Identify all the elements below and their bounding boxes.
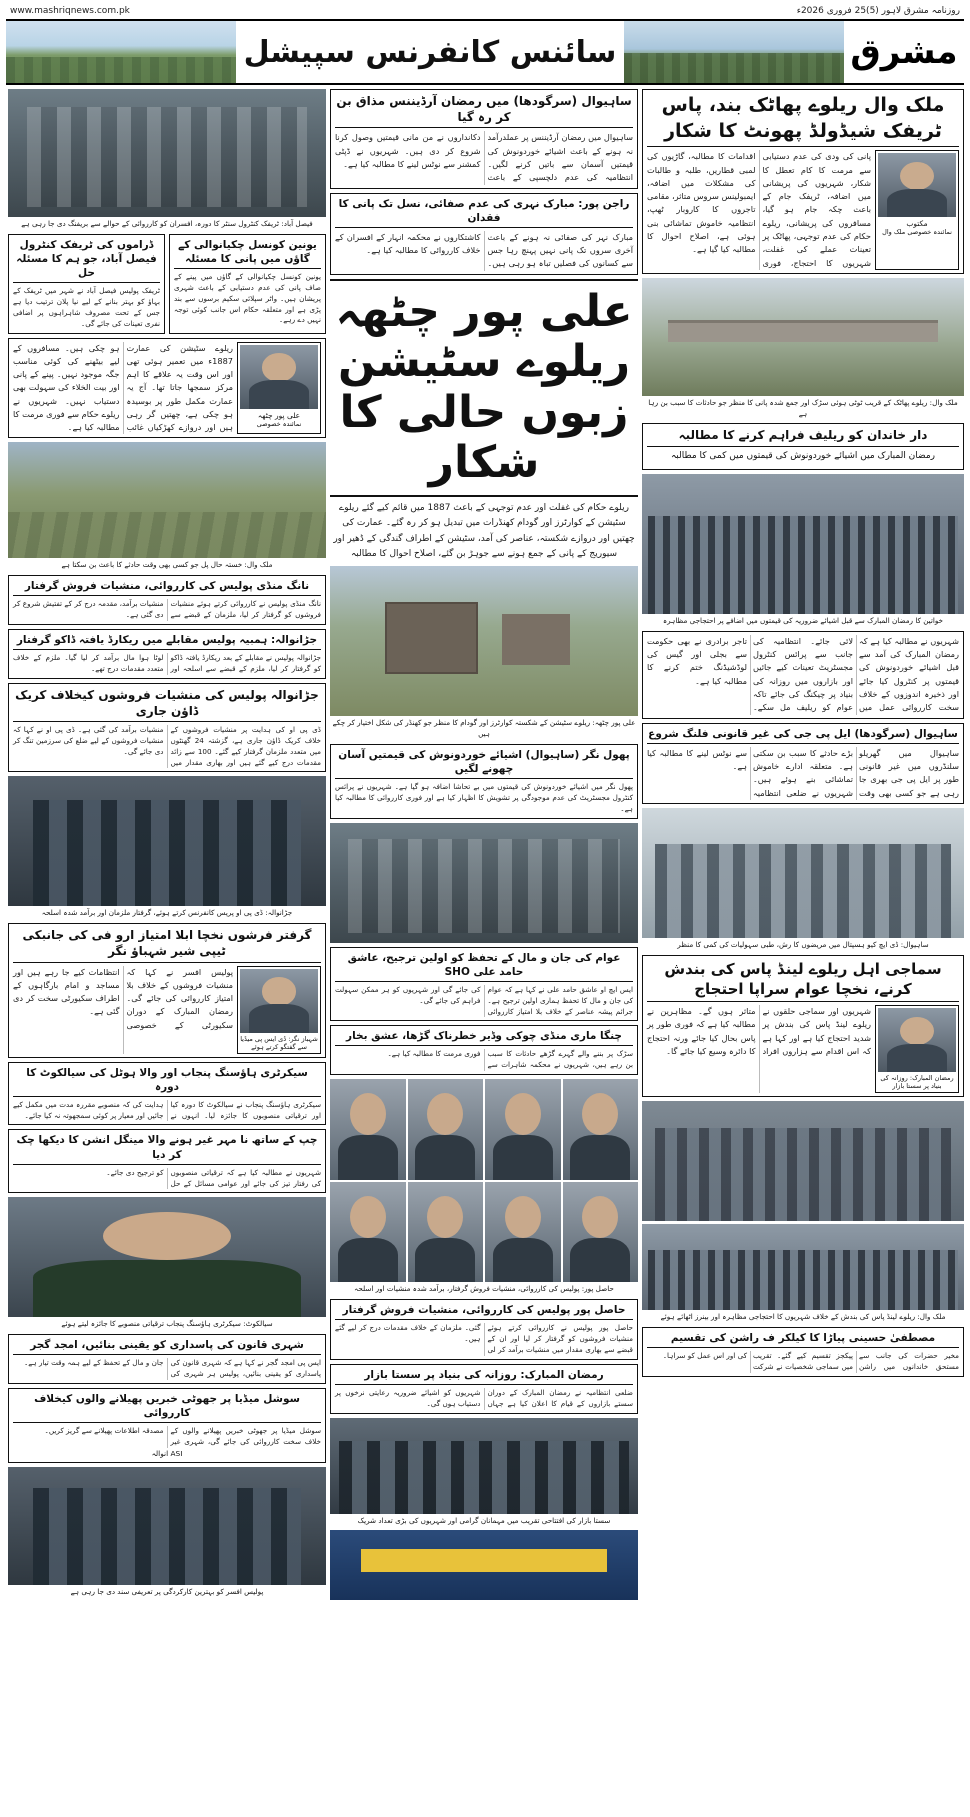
mugshot <box>330 1182 406 1283</box>
article-malikwal-crossing <box>642 89 964 274</box>
headline: حاصل پور پولیس کی کارروائی، منشیات فروش گرفتار <box>335 1303 633 1320</box>
photo-dpo-presser <box>8 776 326 906</box>
headline: سماجی اہل ریلوے لینڈ پاس کی بندش کرنے، نخچا عوام سراپا احتجاج <box>647 959 959 1003</box>
photo-dpo-presser-block <box>8 776 326 919</box>
headline: جڑانوالہ: ہمبیہ پولیس مقابلے میں ریکارڈ یافتہ ڈاکو گرفتار <box>13 633 321 650</box>
photo-site-visit <box>8 1197 326 1317</box>
photo-caption: ساہیوال: ڈی ایچ کیو ہسپتال میں مریضوں کا رش، طبی سہولیات کی کمی کا منظر <box>677 939 929 949</box>
article-lpg-filling <box>642 723 964 804</box>
article-officer-statement <box>8 923 326 1057</box>
lead-subheadline: ریلوے حکام کی غفلت اور عدم توجہی کے باعث 1887 میں قائم کیے گئے ریلوے سٹیشن کے کوارٹرز اور گودام کھنڈرات میں تبدیل ہو کر رہ گئے۔ عمارت کی چھتیں اور دروازے شکستہ، عناصر کی آمد، سٹیشن کے اطراف گندگی کے ڈھیر اور سیوریج کے پانی کے جمع ہونے سے جوہڑ بن گئے، اصلاح احوال کا مطالبہ <box>333 503 635 559</box>
article-body: ایس ایچ او عاشق حامد علی نے کہا ہے کہ عوام کی جان و مال کا تحفظ ہماری اولین ترجیح ہے۔ جرائم پیشہ عناصر کے خلاف بلا امتیاز کارروائی کی جائے گی اور شہریوں کو ہر ممکن سہولت فراہم کی جائے گی۔ <box>335 984 633 1016</box>
article-station-detail <box>8 338 326 439</box>
photo-meeting <box>330 823 638 943</box>
lead-subheadline-block <box>330 501 638 562</box>
article-body: شہریوں نے مطالبہ کیا ہے کہ رمضان المبارک کی آمد سے قبل اشیائے خوردونوش کی قیمتوں پر کنٹرول کیا جائے اور ذخیرہ اندوزوں کے خلاف سخت کارروائی عمل میں لائی جائے۔ انتظامیہ کی جانب سے پرائس کنٹرول مجسٹریٹ تعینات کیے جائیں اور بازاروں میں روزانہ کی بنیاد پر چیکنگ کی جائے تاکہ عوام کو ریلیف مل سکے۔ تاجر برادری نے بھی حکومت سے بجلی اور گیس کی لوڈشیڈنگ ختم کرنے کا مطالبہ کیا ہے۔ <box>647 635 959 713</box>
issue-date: روزنامہ مشرق لاہور (5)25 فروری 2026ء <box>796 6 960 16</box>
article-body: سڑک پر بننے والے گہرے گڑھے حادثات کا سبب بن رہے ہیں، شہریوں نے محکمہ شاہرات سے فوری مرمت کا مطالبہ کیا ہے۔ <box>387 1049 633 1070</box>
photo-hospital-block <box>642 808 964 951</box>
headline: شہری قانون کی پاسداری کو یقینی بنائیں، امجد گجر <box>13 1338 321 1355</box>
photo-caption: ملک وال: خستہ حال پل جو کسی بھی وقت حادثے کا باعث بن سکتا ہے <box>61 560 273 570</box>
masthead <box>6 19 964 85</box>
headline: جڑانوالہ پولیس کی منشیات فروشوں کیخلاف کریک ڈاؤن جاری <box>13 687 321 722</box>
article-uc-water <box>169 234 326 334</box>
subheadline: رمضان المبارک میں اشیائے خوردونوش کی قیمتوں میں کمی کا مطالبہ <box>670 450 936 461</box>
headline: گرفتر فرشوں نخچا ابلا امتیاز ارو فی کی جانبکی ٹیپی شیر شہباؤ نگر <box>13 927 321 962</box>
column-right <box>642 89 964 1600</box>
headline: ملک وال ریلوے پھاٹک بند، پاس ٹریفک شیڈولڈ پھونٹ کا شکار <box>647 93 959 147</box>
article-body: ریلوے سٹیشن کی عمارت 1887ء میں تعمیر ہوئی تھی اور اس وقت یہ علاقے کا اہم مرکز سمجھا جاتا تھا۔ آج یہ عمارت مکمل طور پر بوسیدہ ہو چکی ہے، چھتیں گر رہی ہیں اور دروازے کھڑکیاں غائب ہو چکی ہیں۔ مسافروں کے لیے بیٹھنے کی کوئی مناسب جگہ موجود نہیں۔ پینے کے پانی اور بیت الخلاء کی سہولت بھی دستیاب نہیں۔ شہریوں نے ریلوے حکام سے فوری مرمت کا مطالبہ کیا ہے۔ <box>13 342 233 433</box>
article-body: مبارک نہر کی صفائی نہ ہونے کے باعث آخری سروں تک پانی نہیں پہنچ رہا جس سے کسانوں کی فصلیں تباہ ہو رہی ہیں۔ کاشتکاروں نے محکمہ انہار کے افسران کے خلاف کارروائی کا مطالبہ کیا ہے۔ <box>335 231 633 269</box>
article-ration-distribution <box>642 1327 964 1377</box>
article-crackdown <box>8 683 326 773</box>
lead-headline: علی پور چٹھہ ریلوے سٹیشن زبوں حالی کا شکار <box>335 285 633 489</box>
headline: مصطفیٰ حسینی پیاڑا کا کیلکر ف راشن کی تقسیم <box>647 1331 959 1348</box>
photo-caption: ملک وال: ریلوے پھاٹک کے قریب ٹوٹی ہوئی سڑک اور جمع شدہ پانی کا منظر جو حادثات کا سبب بن رہا ہے <box>648 397 958 418</box>
headline: پھول نگر (ساہیوال) اشیائے خوردونوش کی قیمتیں آسان چھونے لگیں <box>335 748 633 779</box>
headline: نانگ منڈی پولیس کی کارروائی، منشیات فروش گرفتار <box>13 579 321 596</box>
article-body: نانگ منڈی پولیس نے کارروائی کرتے ہوئے منشیات فروشوں کو گرفتار کر لیا، ملزمان کے قبضے سے منشیات برآمد، مقدمہ درج کر کے تفتیش شروع کر دی گئی ہے۔ <box>13 599 321 620</box>
photo-caption: فیصل آباد: ٹریفک کنٹرول سنٹر کا دورہ، افسران کو کارروائی کے حوالے سے بریفنگ دی جا رہی ہے <box>21 219 313 228</box>
masthead-photo-right <box>624 21 844 83</box>
article-development-demand <box>8 1129 326 1193</box>
photo-protest-group <box>642 1101 964 1221</box>
headline: سوشل میڈیا پر جھوٹی خبریں پھیلانے والوں کیخلاف کارروائی <box>13 1392 321 1423</box>
photo-meeting-block <box>330 823 638 943</box>
article-housing-secretary <box>8 1062 326 1126</box>
photo-bridge <box>642 278 964 396</box>
photo-bridge-block <box>642 278 964 420</box>
mugshot <box>330 1079 406 1180</box>
byline-name: رمضان المبارک: روزانہ کی بنیاد پر سستا بازار <box>880 1074 954 1091</box>
byline-name: مکتوب <box>906 219 928 229</box>
page-columns <box>6 89 964 1600</box>
article-body: شہریوں نے مطالبہ کیا ہے کہ ترقیاتی منصوبوں کی رفتار تیز کی جائے اور عوامی مسائل کے حل کو ترجیح دی جائے۔ <box>106 1167 321 1188</box>
article-body: پولیس افسر نے کہا کہ منشیات فروشوں کے خلاف بلا امتیاز کارروائی کی جائے گی۔ رمضان المبارک کے دوران سکیورٹی کے خصوصی انتظامات کیے جا رہے ہیں اور مساجد و امام بارگاہوں کے اطراف سکیورٹی سخت کر دی گئی ہے۔ <box>13 966 233 1030</box>
masthead-photo-left <box>6 21 236 83</box>
mugshot <box>408 1182 484 1283</box>
photo-caption: جڑانوالہ: ڈی پی او پریس کانفرنس کرتے ہوئے، گرفتار ملزمان اور برآمد شدہ اسلحہ <box>41 908 293 918</box>
photo-field <box>8 442 326 558</box>
photo-caption: سیالکوٹ: سیکرٹری ہاؤسنگ پنجاب ترقیاتی منصوبے کا جائزہ لیتے ہوئے <box>61 1319 273 1329</box>
article-price-rise-phoolnagar <box>330 744 638 819</box>
article-body: سیکرٹری ہاؤسنگ پنجاب نے سیالکوٹ کا دورہ کیا اور ترقیاتی منصوبوں کا جائزہ لیا۔ انہوں نے ہدایت کی کہ منصوبے مقررہ مدت میں مکمل کیے جائیں اور معیار پر کوئی سمجھوتہ نہ کیا جائے۔ <box>13 1099 321 1120</box>
article-body: یونین کونسل چکیانوالی کے گاؤں میں پینے کے صاف پانی کی عدم دستیابی کے باعث شہری پریشان ہیں۔ واٹر سپلائی سکیم برسوں سے بند پڑی ہے اور متعلقہ حکام اس جانب کوئی توجہ نہیں دے رہے۔ <box>174 272 321 325</box>
photo-protest-block <box>642 1101 964 1323</box>
byline-subtitle: نمائندہ خصوصی <box>256 419 302 428</box>
article-body: ڈی پی او کی ہدایت پر منشیات فروشوں کے خلاف کریک ڈاؤن جاری ہے، گزشتہ 24 گھنٹوں میں متعدد ملزمان گرفتار کیے گئے۔ 100 سے زائد مقدمات درج کیے گئے ہیں اور بھاری مقدار میں منشیات برآمد کی گئی ہے۔ ڈی پی او نے کہا کہ منشیات فروشوں کے لیے ضلع کی سرزمین تنگ کر دی جائے گی۔ <box>13 725 322 767</box>
headline: یونین کونسل چکیانوالی کے گاؤں میں پانی کا مسئلہ <box>174 238 321 269</box>
article-ramzan-ordinance <box>330 89 638 189</box>
byline <box>875 150 959 270</box>
article-nangmandi-police <box>8 575 326 625</box>
headline: سیکرٹری ہاؤسنگ پنجاب اور والا ہوٹل کی سیالکوٹ کا دورہ <box>13 1066 321 1097</box>
byline-officer <box>237 966 321 1054</box>
photo-caption: پولیس افسر کو بہترین کارکردگی پر تعریفی سند دی جا رہی ہے <box>70 1587 264 1597</box>
photo-protest-crowd <box>642 1224 964 1310</box>
article-hasilpur-police <box>330 1299 638 1360</box>
article-body: حاصل پور پولیس نے کارروائی کرتے ہوئے منشیات فروشوں کو گرفتار کر لیا اور ان کے قبضے سے بھاری مقدار میں منشیات برآمد کر لی گئی۔ ملزمان کے خلاف مقدمات درج کر لیے گئے ہیں۔ <box>335 1323 633 1354</box>
photo-site-visit-block <box>8 1197 326 1330</box>
photo-caption: حاصل پور: پولیس کی کارروائی، منشیات فروش گرفتار، برآمد شدہ منشیات اور اسلحہ <box>354 1284 614 1294</box>
photo-caption: علی پور چٹھہ: ریلوے سٹیشن کے شکستہ کوارٹرز اور گودام کا منظر جو کھنڈر کی شکل اختیار کر چکے ہیں <box>332 718 636 739</box>
article-body: شہریوں اور سماجی حلقوں نے ریلوے لینڈ پاس کی بندش پر شدید احتجاج کیا ہے اور کہا ہے کہ اس اقدام سے ہزاروں افراد متاثر ہوں گے۔ مظاہرین نے مطالبہ کیا ہے کہ فوری طور پر پاس بحال کیا جائے ورنہ احتجاج کا دائرہ وسیع کیا جائے گا۔ <box>647 1006 871 1057</box>
headline: ڈراموں کی ٹریفک کنٹرول فیصل آباد، جو ہم کا مسئلہ حل <box>13 238 160 284</box>
mugshot <box>563 1182 639 1283</box>
article-body: پانی کی ودی کی عدم دستیابی سے مرمت کا کام تعطل کا شکار، شہریوں کی پریشانی میں اضافہ، ٹریفک جام کے باعث چکہ جام ہو گیا، مسافروں کی پریشانی، ریلوے حکام کی عدم توجہی، پھاٹک پر تعینات عملے کی غفلت، شہریوں کا احتجاج، فوری اقدامات کا مطالبہ، گاڑیوں کی لمبی قطاریں، طلبہ و طالبات کی مشکلات میں اضافہ، ایمبولینس سروس متاثر، مقامی تاجروں کا کاروبار ٹھپ، انتظامیہ خاموش تماشائی بنی ہوئی ہے، اصلاح احوال کا مطالبہ کیا گیا ہے۔ <box>647 151 871 268</box>
byline-photo <box>878 153 956 217</box>
headline: ساہیوال (سرگودھا) میں رمضان آرڈیننس مذاق بن کر رہ گیا <box>335 93 633 128</box>
article-body: ضلعی انتظامیہ نے رمضان المبارک کے دوران سستے بازاروں کے قیام کا اعلان کیا ہے جہاں شہریوں کو اشیائے ضروریہ رعایتی نرخوں پر دستیاب ہوں گی۔ <box>335 1387 633 1408</box>
photo-women-protest <box>642 474 964 614</box>
article-body: پھول نگر میں اشیائے خوردونوش کی قیمتوں میں بے تحاشا اضافہ ہو گیا ہے۔ شہریوں نے پرائس کنٹرول مجسٹریٹ کی عدم موجودگی پر تشویش کا اظہار کیا ہے اور فوری کارروائی کا مطالبہ کیا ہے۔ <box>335 782 633 813</box>
byline-station <box>237 342 321 435</box>
photo-station-ruins <box>330 566 638 716</box>
photo-caption: ملک وال: ریلوے لینڈ پاس کی بندش کے خلاف شہریوں کا احتجاجی مظاہرہ اور بینرز اٹھائے ہوئے <box>660 1312 946 1322</box>
byline-name: علی پور چٹھہ <box>257 410 301 420</box>
article-body: ساہیوال میں رمضان آرڈیننس پر عملدرآمد نہ ہونے کے باعث اشیائے خوردونوش کی قیمتیں آسمان سے باتیں کرنے لگیں۔ انتظامیہ کی عدم دلچسپی کے باعث دکانداروں نے من مانی قیمتیں وصول کرنا شروع کر دی ہیں۔ شہریوں نے ڈپٹی کمشنر سے نوٹس لینے کا مطالبہ کیا ہے۔ <box>335 132 633 183</box>
photo-caption: سستا بازار کی افتتاحی تقریب میں مہمانان گرامی اور شہریوں کی بڑی تعداد شریک <box>357 1515 611 1525</box>
headline: رمضان المبارک: روزانہ کی بنیاد پر سستا بازار <box>335 1368 633 1385</box>
article-body: ساہیوال میں گھریلو سلنڈروں میں غیر قانونی طور پر ایل پی جی بھری جا رہی ہے جو کسی بھی وقت بڑے حادثے کا سبب بن سکتی ہے۔ متعلقہ ادارے خاموش تماشائی بنے ہوئے ہیں۔ شہریوں نے ضلعی انتظامیہ سے نوٹس لینے کا مطالبہ کیا ہے۔ <box>647 747 959 798</box>
column-center <box>330 89 638 1600</box>
headline: ساہیوال (سرگودھا) ایل پی جی کی غیر قانونی فلنگ شروع <box>647 727 959 744</box>
rank-label: ASI انوالہ <box>151 1448 183 1458</box>
section-title: سائنس کانفرنس سپیشل <box>243 34 617 70</box>
mugshot-grid <box>330 1079 638 1282</box>
website-url: www.mashriqnews.com.pk <box>10 6 130 16</box>
article-body: مخیر حضرات کی جانب سے مستحق خاندانوں میں راشن پیکجز تقسیم کیے گئے۔ تقریب میں سماجی شخصیات نے شرکت کی اور اس عمل کو سراہا۔ <box>662 1351 959 1371</box>
headline: چنگا ماری منڈی چوکی وڈیر خطرناک گڑھا، عشق بخار <box>335 1029 633 1046</box>
byline-photo <box>878 1008 956 1072</box>
officer-photo <box>240 969 318 1033</box>
photo-women-protest-block <box>642 474 964 627</box>
officer-caption: شہباز نگر: ڈی ایس پی میڈیا سے گفتگو کرتے ہوئے <box>240 1034 318 1051</box>
article-body: سوشل میڈیا پر جھوٹی خبریں پھیلانے والوں کے خلاف سخت کارروائی کی جائے گی، شہری غیر مصدقہ اطلاعات پھیلانے سے گریز کریں۔ <box>44 1426 321 1447</box>
article-jaranwala-encounter <box>8 629 326 679</box>
article-body: ٹریفک پولیس فیصل آباد نے شہر میں ٹریفک کے بہاؤ کو بہتر بنانے کے لیے نیا پلان ترتیب دیا ہے جس کے تحت مصروف شاہراہوں پر اضافی نفری تعینات کی جائے گی۔ <box>13 286 160 328</box>
byline-photo <box>240 345 318 409</box>
photo-stage <box>330 1418 638 1514</box>
article-fake-news <box>8 1388 326 1463</box>
article-ramzan-bazaar <box>330 1364 638 1414</box>
photo-award-block <box>8 1467 326 1598</box>
headline: چپ کے ساتھ نا مہر غیر ہونے والا مینگل انشن کا دیکھا چک کر دیا <box>13 1133 321 1164</box>
headline: دار خاندان کو ریلیف فراہم کرنے کا مطالبہ <box>647 427 959 446</box>
photo-signboard-block <box>330 1530 638 1600</box>
column-left <box>8 89 326 1600</box>
masthead-logo: مشرق <box>850 32 958 72</box>
headline: راجن پور: مبارک نہری کی عدم صفائی، نسل تک پانی کا فقدان <box>335 197 633 228</box>
article-road-pothole <box>330 1025 638 1075</box>
lead-story-headline-block <box>330 279 638 497</box>
byline-subtitle: نمائندہ خصوصی ملک وال <box>882 228 952 237</box>
mugshot <box>563 1079 639 1180</box>
article-body: ایس پی امجد گجر نے کہا ہے کہ شہری قانون کی پاسداری کو یقینی بنائیں، پولیس ہر شہری کی جان و مال کے تحفظ کے لیے ہمہ وقت تیار ہے۔ <box>24 1358 321 1379</box>
photo-traffic-center-block <box>8 89 326 230</box>
mugshot <box>408 1079 484 1180</box>
article-law-compliance <box>8 1334 326 1384</box>
article-railway-land-protest <box>642 955 964 1098</box>
page-topbar <box>6 4 964 19</box>
photo-station-ruins-block <box>330 566 638 740</box>
headline: عوام کی جان و مال کے تحفظ کو اولین ترجیح، عاشق حامد علی SHO <box>335 951 633 982</box>
article-body: جڑانوالہ پولیس نے مقابلے کے بعد ریکارڈ یافتہ ڈاکو کو گرفتار کر لیا، ملزم کے قبضے سے اسلحہ اور لوٹا ہوا مال برآمد کر لیا گیا۔ ملزم کے خلاف متعدد مقدمات درج تھے۔ <box>13 653 321 673</box>
article-canal-water <box>330 193 638 275</box>
article-traffic-plan <box>8 234 165 334</box>
article-sho-statement <box>330 947 638 1022</box>
article-price-control <box>642 631 964 719</box>
mugshot <box>485 1079 561 1180</box>
article-relief-demand <box>642 423 964 470</box>
mugshot-grid-block <box>330 1079 638 1295</box>
photo-hospital <box>642 808 964 938</box>
byline-protest <box>875 1005 959 1093</box>
photo-award <box>8 1467 326 1585</box>
photo-traffic-center <box>8 89 326 217</box>
photo-signboard <box>330 1530 638 1600</box>
photo-field-block <box>8 442 326 571</box>
mugshot <box>485 1182 561 1283</box>
photo-caption: خواتین کا رمضان المبارک سے قبل اشیائے ضروریہ کی قیمتوں میں اضافے پر احتجاجی مظاہرہ <box>662 616 944 626</box>
photo-stage-block <box>330 1418 638 1527</box>
